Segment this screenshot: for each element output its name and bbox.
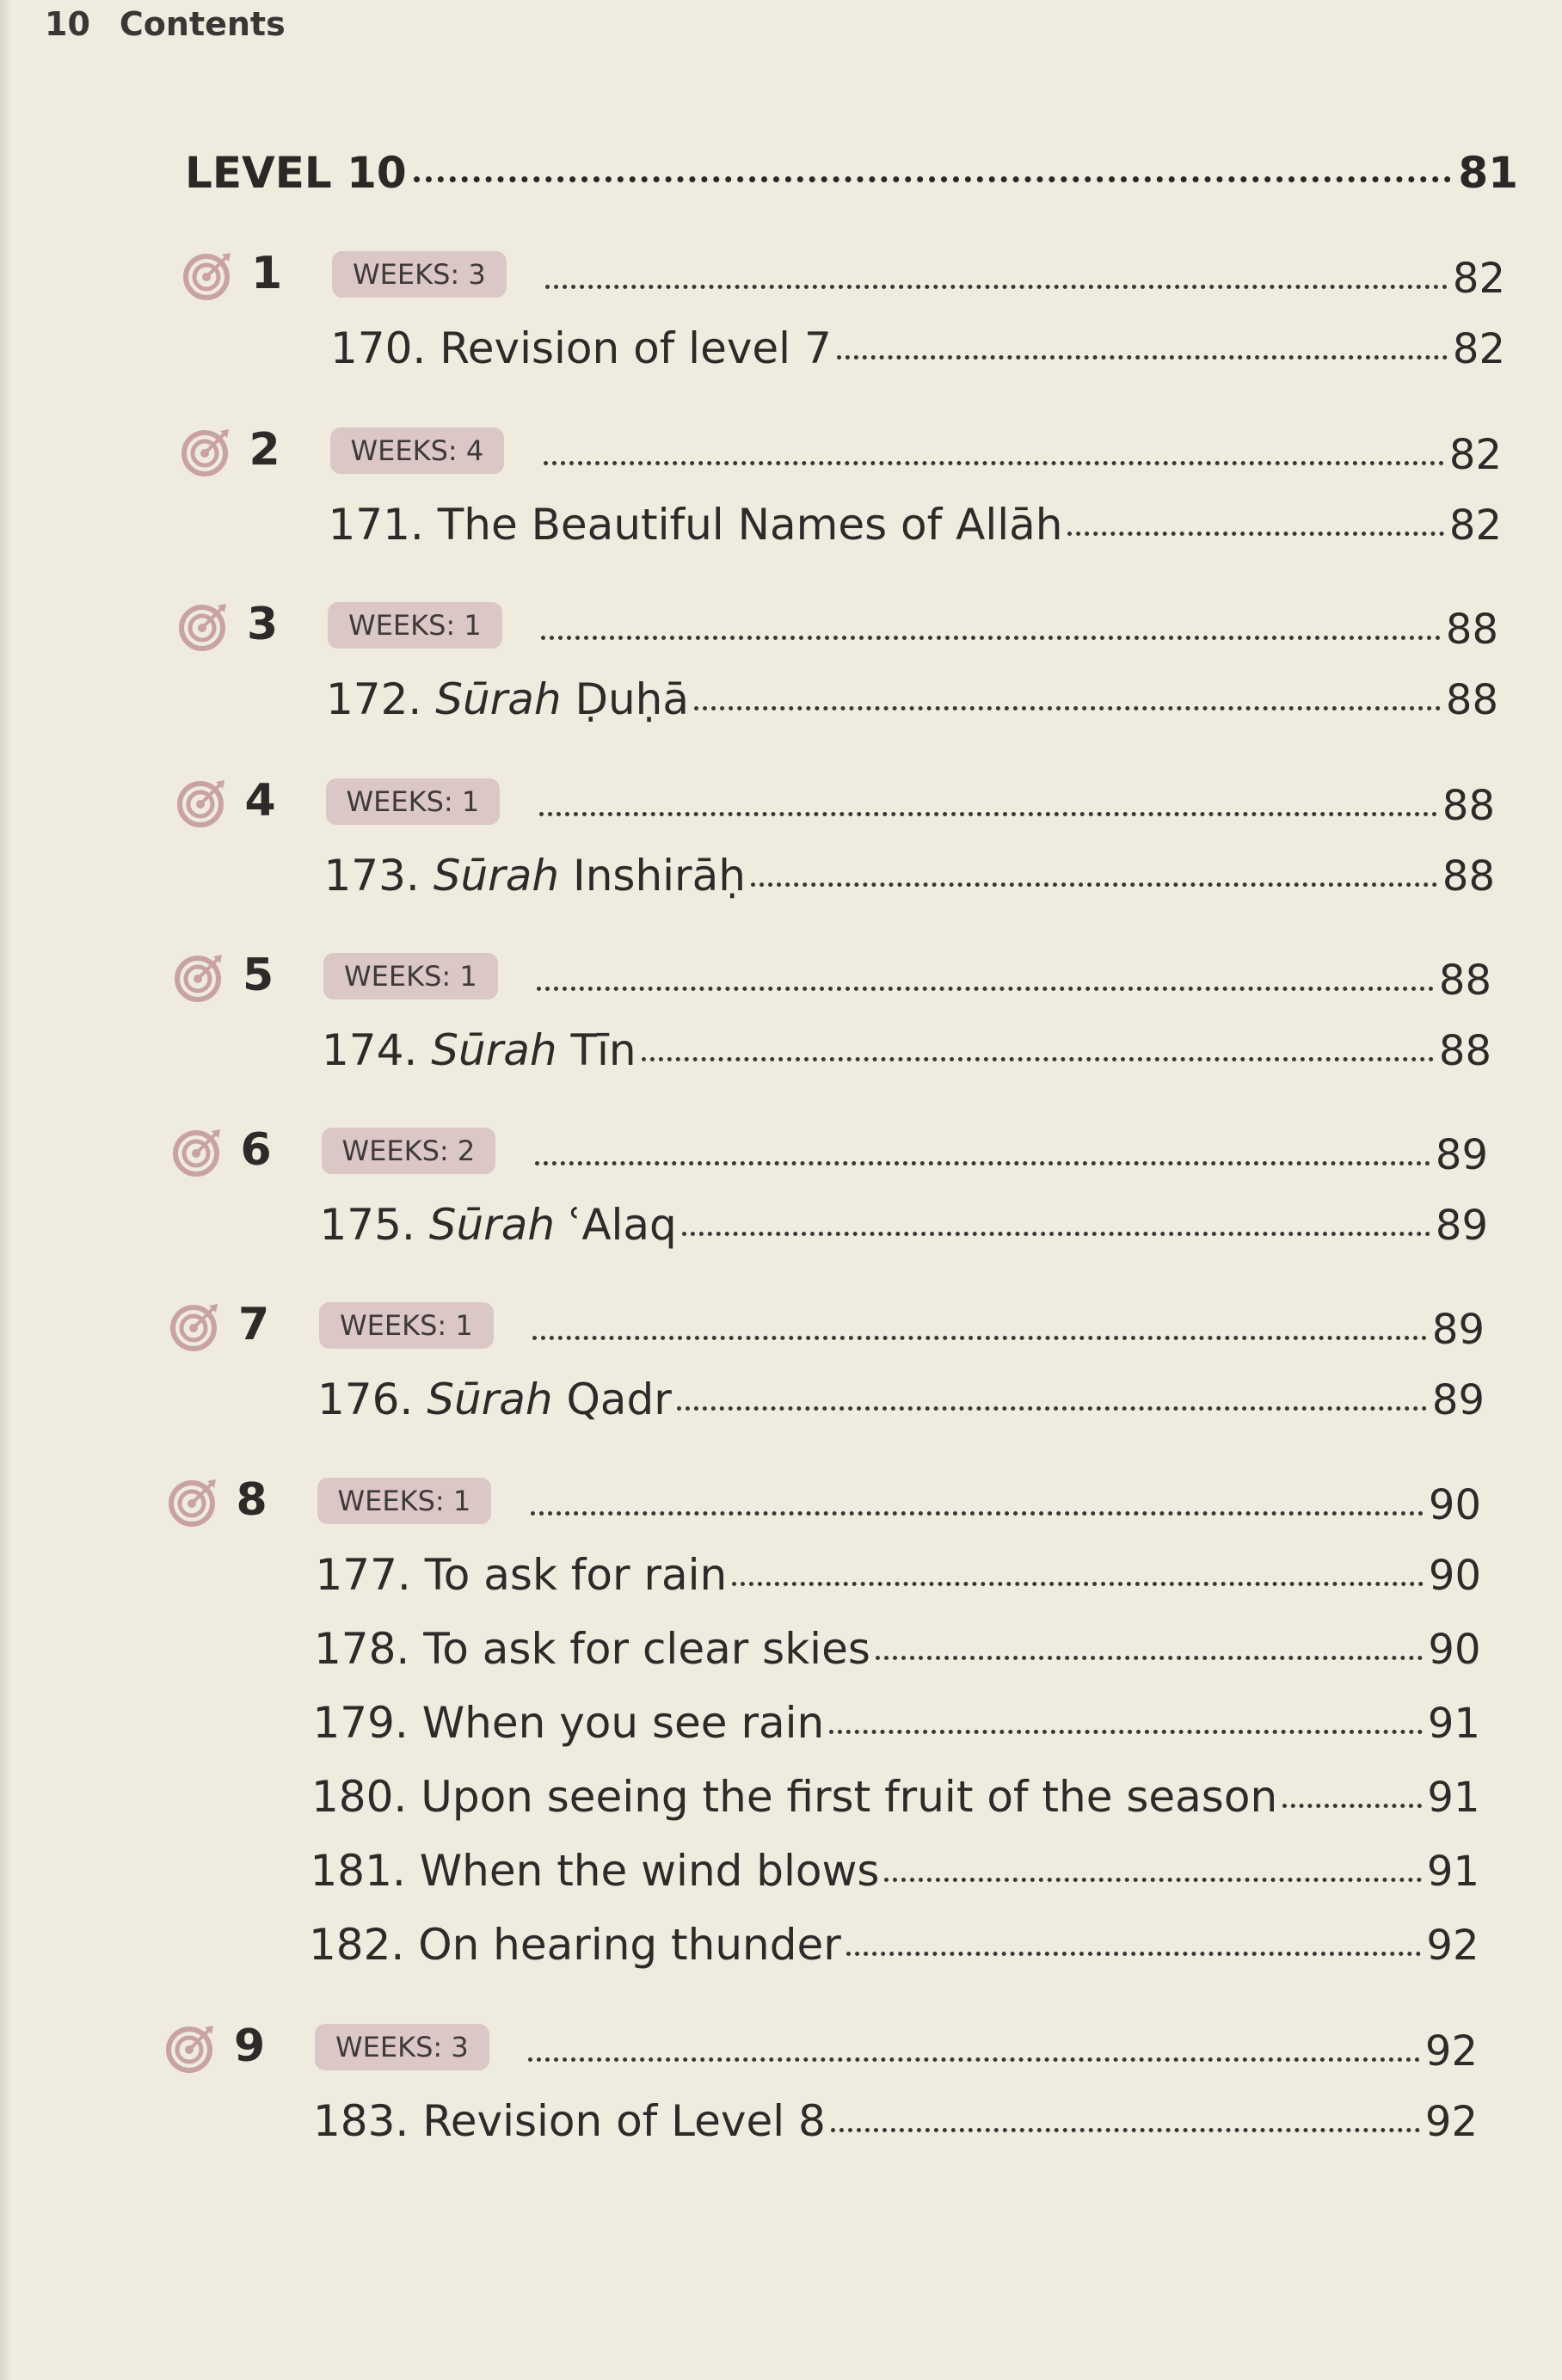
dot-leader bbox=[677, 1406, 1427, 1411]
dot-leader bbox=[732, 1582, 1424, 1586]
weeks-row bbox=[536, 606, 1498, 654]
surah-label: Sūrah bbox=[435, 674, 562, 724]
lesson-entry[interactable] bbox=[322, 1025, 1491, 1075]
page-number: 82 bbox=[1452, 255, 1505, 303]
lesson-name: Inshirāḥ bbox=[559, 851, 746, 901]
dot-leader bbox=[829, 1730, 1423, 1734]
dot-leader bbox=[831, 2128, 1420, 2132]
lesson-title bbox=[316, 1550, 728, 1600]
lesson-name: Ḍuḥā bbox=[561, 674, 689, 724]
lesson-title bbox=[324, 851, 746, 901]
lesson-title bbox=[330, 323, 832, 373]
lesson-entry[interactable] bbox=[313, 1698, 1481, 1748]
weeks-row bbox=[532, 956, 1491, 1005]
lesson-entry[interactable] bbox=[311, 1846, 1480, 1896]
lesson-number: 178. bbox=[314, 1624, 424, 1674]
lesson-number: 180. bbox=[311, 1772, 421, 1822]
target-icon bbox=[174, 951, 225, 1003]
dot-leader bbox=[751, 883, 1437, 887]
lesson-title bbox=[313, 2096, 826, 2146]
page-number: 91 bbox=[1427, 1700, 1480, 1748]
dot-leader bbox=[884, 1878, 1421, 1882]
page-number: 88 bbox=[1442, 852, 1495, 901]
weeks-badge: WEEKS: 1 bbox=[326, 778, 501, 825]
lesson-number: 172. bbox=[326, 674, 436, 724]
dot-leader bbox=[531, 1511, 1424, 1516]
surah-label: Sūrah bbox=[427, 1374, 553, 1424]
unit-number: 5 bbox=[243, 950, 274, 1001]
page-number: 90 bbox=[1428, 1481, 1481, 1529]
target-icon bbox=[172, 1126, 224, 1178]
surah-label: Sūrah bbox=[428, 1200, 556, 1250]
unit-number: 1 bbox=[251, 248, 283, 299]
page-number: 10 bbox=[45, 5, 90, 43]
lesson-name: Revision of level 7 bbox=[440, 323, 832, 373]
dot-leader bbox=[846, 1952, 1422, 1956]
lesson-name: Upon seeing the first fruit of the season bbox=[421, 1772, 1278, 1822]
lesson-title bbox=[320, 1200, 677, 1250]
lesson-number: 182. bbox=[309, 1920, 419, 1970]
lesson-name: When you see rain bbox=[421, 1698, 825, 1748]
lesson-name: The Beautiful Names of Allāh bbox=[437, 500, 1063, 550]
page-spine-shadow bbox=[0, 0, 12, 2380]
lesson-number: 183. bbox=[313, 2096, 423, 2146]
page-number: 88 bbox=[1438, 956, 1491, 1005]
lesson-entry[interactable] bbox=[326, 674, 1498, 724]
level-page: 81 bbox=[1458, 148, 1518, 198]
lesson-name: On hearing thunder bbox=[418, 1920, 841, 1970]
page-number: 91 bbox=[1426, 1848, 1479, 1896]
dot-leader bbox=[1067, 532, 1443, 536]
lesson-entry[interactable] bbox=[314, 1624, 1481, 1674]
lesson-name: ʿAlaq bbox=[555, 1200, 677, 1250]
page-number: 82 bbox=[1448, 431, 1502, 479]
lesson-number: 171. bbox=[328, 500, 438, 550]
weeks-badge: WEEKS: 3 bbox=[332, 251, 507, 298]
lesson-number: 174. bbox=[322, 1025, 432, 1075]
lesson-entry[interactable] bbox=[317, 1374, 1485, 1424]
dot-leader bbox=[694, 706, 1441, 710]
page-number: 88 bbox=[1442, 782, 1495, 830]
target-icon bbox=[165, 2022, 217, 2074]
dot-leader bbox=[528, 2057, 1420, 2062]
weeks-badge: WEEKS: 3 bbox=[315, 2024, 489, 2070]
dot-leader bbox=[539, 812, 1437, 816]
lesson-title bbox=[309, 1920, 841, 1970]
lesson-entry[interactable] bbox=[320, 1200, 1489, 1250]
weeks-row bbox=[530, 1131, 1489, 1179]
lesson-number: 177. bbox=[315, 1550, 425, 1600]
lesson-title bbox=[311, 1772, 1277, 1822]
lesson-name: To ask for clear skies bbox=[423, 1624, 870, 1674]
page-number: 90 bbox=[1428, 1626, 1481, 1674]
dot-leader bbox=[837, 355, 1448, 360]
unit-number: 4 bbox=[244, 775, 276, 827]
lesson-title bbox=[326, 674, 689, 724]
target-icon bbox=[181, 426, 232, 477]
target-icon bbox=[176, 777, 228, 828]
unit-number: 8 bbox=[236, 1474, 268, 1526]
level-heading bbox=[185, 148, 1518, 198]
lesson-name: Qadr bbox=[552, 1374, 672, 1424]
page-number: 88 bbox=[1438, 1027, 1491, 1075]
lesson-entry[interactable] bbox=[316, 1550, 1482, 1600]
weeks-row bbox=[526, 1481, 1482, 1529]
target-icon bbox=[182, 249, 234, 301]
weeks-row bbox=[527, 1306, 1485, 1354]
page-number: 88 bbox=[1445, 606, 1498, 654]
page-number: 92 bbox=[1426, 1922, 1479, 1970]
dot-leader bbox=[545, 285, 1448, 289]
weeks-badge: WEEKS: 2 bbox=[322, 1128, 496, 1174]
page-number: 89 bbox=[1435, 1202, 1488, 1250]
dot-leader bbox=[1282, 1804, 1422, 1808]
target-icon bbox=[178, 600, 230, 652]
level-label: LEVEL 10 bbox=[185, 148, 407, 198]
weeks-row bbox=[534, 782, 1496, 830]
dot-leader bbox=[544, 461, 1444, 465]
lesson-title bbox=[329, 500, 1063, 550]
lesson-name: Tīn bbox=[557, 1025, 636, 1075]
lesson-entry[interactable] bbox=[329, 500, 1503, 550]
weeks-badge: WEEKS: 1 bbox=[319, 1302, 494, 1349]
dot-leader bbox=[535, 1161, 1430, 1165]
lesson-number: 181. bbox=[310, 1846, 420, 1896]
dot-leader bbox=[537, 987, 1434, 991]
lesson-entry[interactable] bbox=[309, 1920, 1479, 1970]
dot-leader bbox=[541, 636, 1441, 640]
page-number: 89 bbox=[1431, 1376, 1485, 1424]
lesson-number: 176. bbox=[317, 1374, 427, 1424]
weeks-row bbox=[538, 431, 1503, 479]
lesson-title bbox=[322, 1025, 636, 1075]
unit-number: 9 bbox=[234, 2020, 266, 2072]
dot-leader bbox=[414, 176, 1452, 182]
lesson-entry[interactable] bbox=[313, 2096, 1478, 2146]
page-number: 82 bbox=[1448, 501, 1502, 550]
weeks-badge: WEEKS: 1 bbox=[328, 602, 502, 649]
page-number: 91 bbox=[1427, 1774, 1480, 1822]
page-number: 88 bbox=[1445, 676, 1498, 724]
lesson-number: 170. bbox=[330, 323, 440, 373]
weeks-badge: WEEKS: 1 bbox=[317, 1478, 492, 1524]
page-number: 92 bbox=[1424, 2027, 1478, 2076]
dot-leader bbox=[532, 1336, 1427, 1340]
lesson-entry[interactable] bbox=[311, 1772, 1480, 1822]
lesson-name: To ask for rain bbox=[424, 1550, 728, 1600]
unit-number: 2 bbox=[249, 424, 280, 476]
header-title: Contents bbox=[119, 5, 286, 43]
running-header bbox=[45, 5, 315, 43]
lesson-number: 173. bbox=[323, 851, 434, 901]
page-number: 89 bbox=[1431, 1306, 1485, 1354]
lesson-number: 179. bbox=[312, 1698, 422, 1748]
weeks-row bbox=[540, 255, 1505, 303]
surah-label: Sūrah bbox=[431, 1025, 557, 1075]
lesson-entry[interactable] bbox=[330, 323, 1505, 373]
dot-leader bbox=[642, 1057, 1434, 1061]
lesson-title bbox=[317, 1374, 672, 1424]
lesson-title bbox=[313, 1698, 825, 1748]
unit-number: 3 bbox=[247, 599, 279, 650]
page-number: 89 bbox=[1435, 1131, 1488, 1179]
weeks-badge: WEEKS: 1 bbox=[323, 953, 498, 999]
lesson-name: When the wind blows bbox=[419, 1846, 880, 1896]
page-number: 90 bbox=[1428, 1552, 1481, 1600]
weeks-badge: WEEKS: 4 bbox=[330, 427, 505, 474]
weeks-row bbox=[523, 2027, 1478, 2076]
lesson-name: Revision of Level 8 bbox=[422, 2096, 826, 2146]
page-number: 92 bbox=[1424, 2098, 1478, 2146]
lesson-title bbox=[311, 1846, 880, 1896]
target-icon bbox=[168, 1476, 219, 1528]
unit-number: 7 bbox=[238, 1299, 270, 1350]
surah-label: Sūrah bbox=[433, 851, 560, 901]
unit-number: 6 bbox=[240, 1124, 272, 1176]
dot-leader bbox=[682, 1232, 1430, 1236]
dot-leader bbox=[876, 1656, 1424, 1660]
lesson-number: 175. bbox=[319, 1200, 429, 1250]
target-icon bbox=[169, 1301, 221, 1352]
lesson-entry[interactable] bbox=[324, 851, 1496, 901]
lesson-title bbox=[314, 1624, 870, 1674]
page-number: 82 bbox=[1452, 325, 1505, 373]
